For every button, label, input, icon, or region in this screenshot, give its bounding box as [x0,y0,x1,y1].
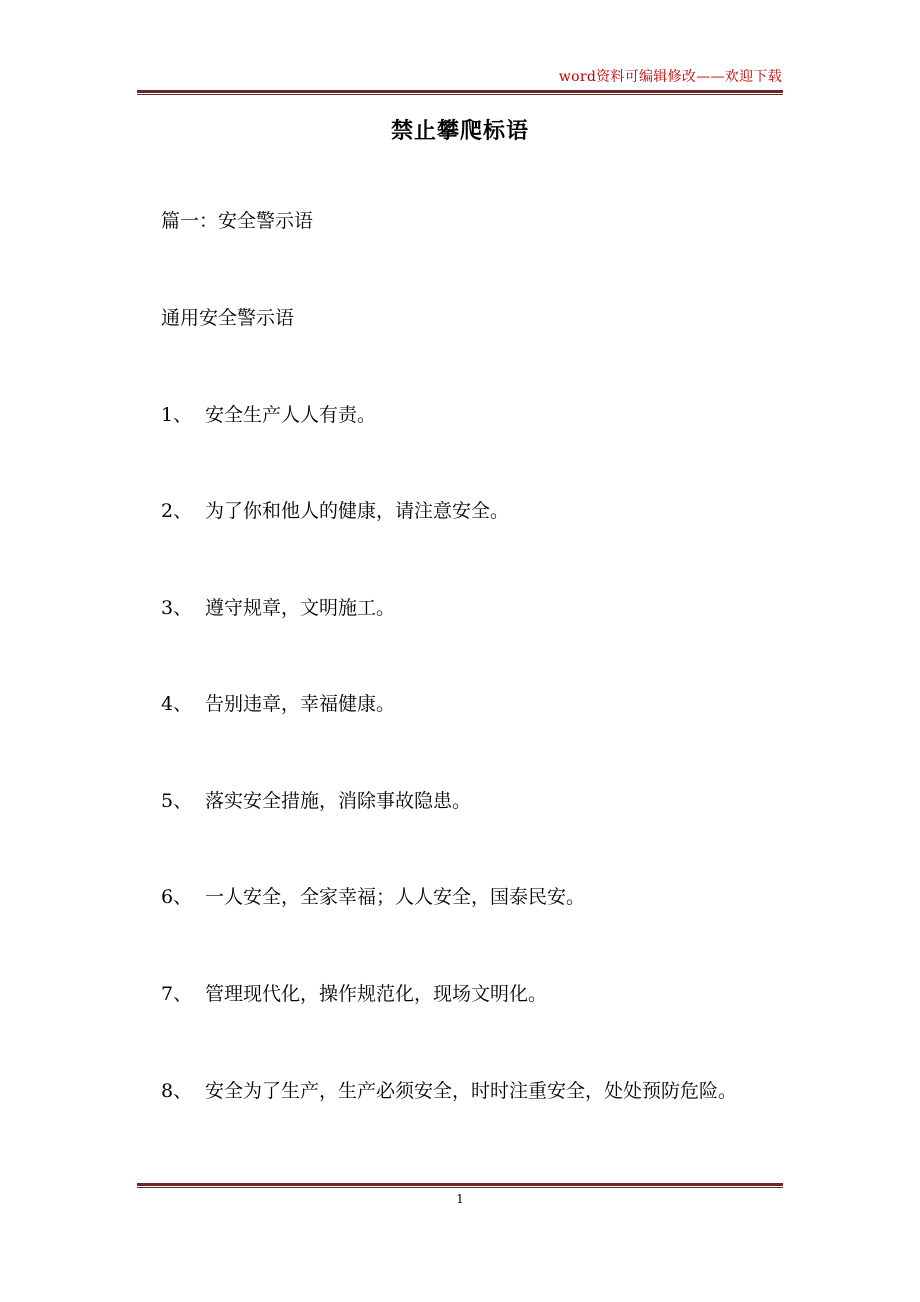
footer-rule [137,1183,783,1189]
list-item [161,500,509,523]
list-item-text: 落实安全措施，消除事故隐患。 [205,790,472,812]
subheading: 通用安全警示语 [161,307,295,329]
header-rule-thin [137,94,783,95]
list-item [161,404,376,427]
list-item-number: 7、 [161,983,193,1005]
list-item-text: 告别违章，幸福健康。 [205,693,396,715]
list-item [161,983,547,1006]
list-item-number: 3、 [161,597,193,619]
header-rule [137,90,783,96]
list-item-text: 安全为了生产，生产必须安全，时时注重安全，处处预防危险。 [205,1080,738,1102]
list-item [161,886,585,909]
list-item [161,597,395,620]
list-item-number: 6、 [161,886,193,908]
list-item [161,693,395,716]
page-number: 1 [456,1192,464,1206]
section-heading: 篇一：安全警示语 [161,210,314,232]
document-title: 禁止攀爬标语 [390,119,529,144]
list-item [161,1080,737,1103]
list-item-text: 为了你和他人的健康，请注意安全。 [205,500,510,522]
list-item-text: 安全生产人人有责。 [205,404,377,426]
list-item-number: 8、 [161,1080,193,1102]
list-item-number: 1、 [161,404,193,426]
header-rule-thick [137,90,783,93]
list-item-number: 5、 [161,790,193,812]
header-note: word资料可编辑修改——欢迎下载 [558,69,782,85]
list-item [161,790,471,813]
list-item-number: 4、 [161,693,193,715]
footer-rule-thick [137,1183,783,1186]
list-item-text: 遵守规章，文明施工。 [205,597,396,619]
footer-rule-thin [137,1187,783,1188]
list-item-text: 一人安全，全家幸福；人人安全，国泰民安。 [205,886,586,908]
list-item-number: 2、 [161,500,193,522]
list-item-text: 管理现代化，操作规范化，现场文明化。 [205,983,548,1005]
